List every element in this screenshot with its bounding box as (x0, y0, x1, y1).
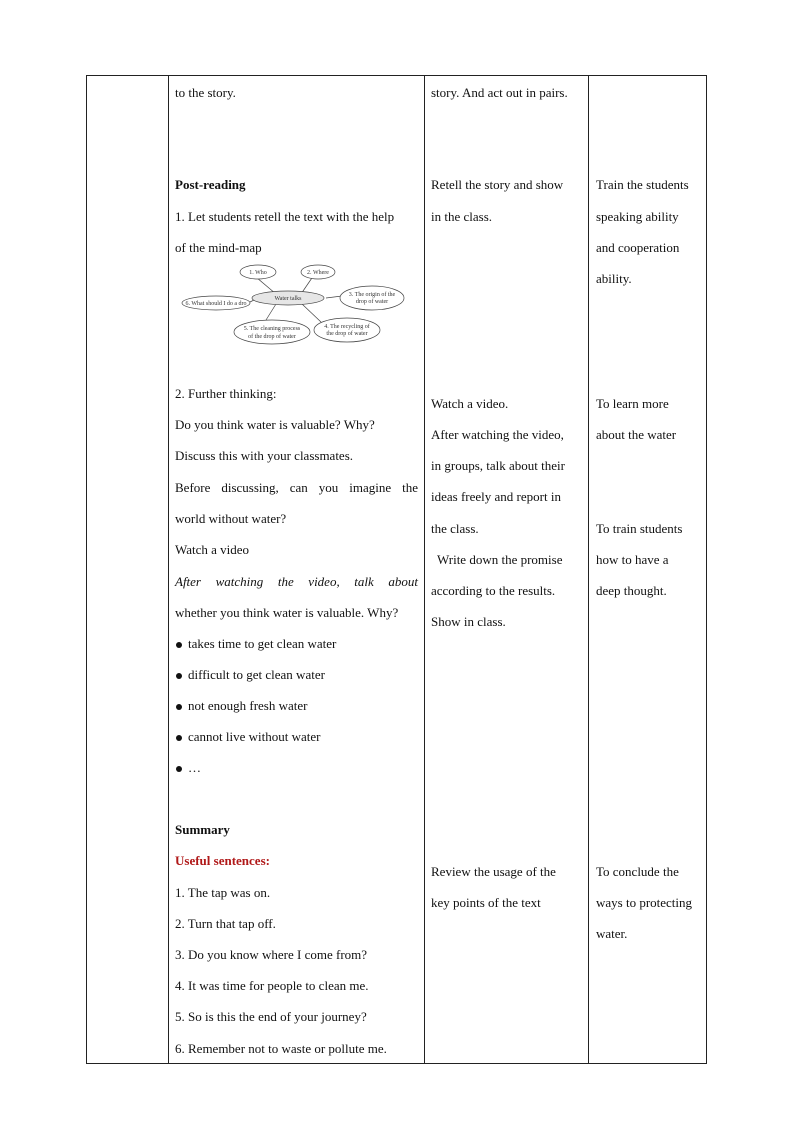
purpose-learn: To learn more (596, 396, 669, 411)
groups-text: in groups, talk about their (431, 458, 565, 473)
post-reading-item-1: 1. Let students retell the text with the help (175, 209, 395, 224)
after-watching-cont: whether you think water is valuable. Why? (175, 605, 399, 620)
mindmap-node-origin: 3. The origin of the (348, 292, 396, 298)
retell-text-cont: in the class. (431, 209, 493, 224)
bullet-dot (176, 766, 182, 772)
text-to-story: to the story. (175, 85, 236, 100)
further-thinking: 2. Further thinking: (175, 386, 277, 401)
column-divider-2 (424, 75, 425, 1064)
column-divider-1 (168, 75, 169, 1064)
sentence-item: 3. Do you know where I come from? (175, 947, 368, 962)
mind-map (176, 262, 416, 348)
bullet-item: difficult to get clean water (188, 667, 325, 682)
purpose-train: speaking ability (596, 209, 679, 224)
after-watch-text: After watching the video, (431, 427, 564, 442)
bullet-item: … (188, 760, 201, 775)
before-discussing-cont: world without water? (175, 511, 287, 526)
mindmap-node-where: 2. Where (307, 270, 329, 276)
purpose-train: Train the students (596, 177, 689, 192)
sentence-item: 2. Turn that tap off. (175, 916, 276, 931)
question-valuable: Do you think water is valuable? Why? (175, 417, 375, 432)
summary-heading: Summary (175, 822, 230, 837)
after-watching-line: After watching the video, talk about (175, 574, 418, 589)
bullet-dot (176, 642, 182, 648)
bullet-dot (176, 735, 182, 741)
purpose-deep: To train students (596, 521, 683, 536)
before-discussing-line: Before discussing, can you imagine the (175, 480, 418, 495)
sentence-item: 6. Remember not to waste or pollute me. (175, 1041, 387, 1056)
according-text: according to the results. (431, 583, 556, 598)
mindmap-node-cleaning: 5. The cleaning process (243, 326, 301, 332)
write-promise-text: Write down the promise (437, 552, 563, 567)
mindmap-node-origin-2: drop of water (355, 299, 389, 305)
mindmap-node-what-should: 6. What should I do a dro (185, 301, 247, 307)
purpose-train: ability. (596, 271, 632, 286)
bullet-dot (176, 673, 182, 679)
post-reading-item-1-cont: of the mind-map (175, 240, 262, 255)
review-text: Review the usage of the (431, 864, 556, 879)
review-text-cont: key points of the text (431, 895, 541, 910)
purpose-deep: deep thought. (596, 583, 667, 598)
sentence-item: 1. The tap was on. (175, 885, 271, 900)
bullet-item: cannot live without water (188, 729, 321, 744)
purpose-conclude: To conclude the (596, 864, 679, 879)
bullet-dot (176, 704, 182, 710)
post-reading-heading: Post-reading (175, 177, 246, 192)
column-divider-3 (588, 75, 589, 1064)
purpose-train: and cooperation (596, 240, 680, 255)
bullet-item: not enough fresh water (188, 698, 308, 713)
mindmap-node-who: 1. Who (249, 270, 267, 276)
the-class-text: the class. (431, 521, 479, 536)
useful-sentences-heading: Useful sentences: (175, 853, 270, 868)
sentence-item: 4. It was time for people to clean me. (175, 978, 369, 993)
mindmap-node-recycling-2: the drop of water (326, 331, 368, 337)
purpose-conclude: water. (596, 926, 628, 941)
mindmap-node-recycling: 4. The recycling of (324, 324, 370, 330)
ideas-text: ideas freely and report in (431, 489, 561, 504)
watch-video-text: Watch a video (175, 542, 250, 557)
purpose-deep: how to have a (596, 552, 669, 567)
mindmap-node-cleaning-2: of the drop of water (248, 334, 296, 340)
mindmap-center: Water talks (274, 296, 302, 302)
discuss-text: Discuss this with your classmates. (175, 448, 354, 463)
retell-text: Retell the story and show (431, 177, 564, 192)
watch-text: Watch a video. (431, 396, 509, 411)
purpose-learn: about the water (596, 427, 677, 442)
purpose-conclude: ways to protecting (596, 895, 693, 910)
show-class-text: Show in class. (431, 614, 506, 629)
sentence-item: 5. So is this the end of your journey? (175, 1009, 367, 1024)
bullet-item: takes time to get clean water (188, 636, 337, 651)
text-act-pairs: story. And act out in pairs. (431, 85, 568, 100)
